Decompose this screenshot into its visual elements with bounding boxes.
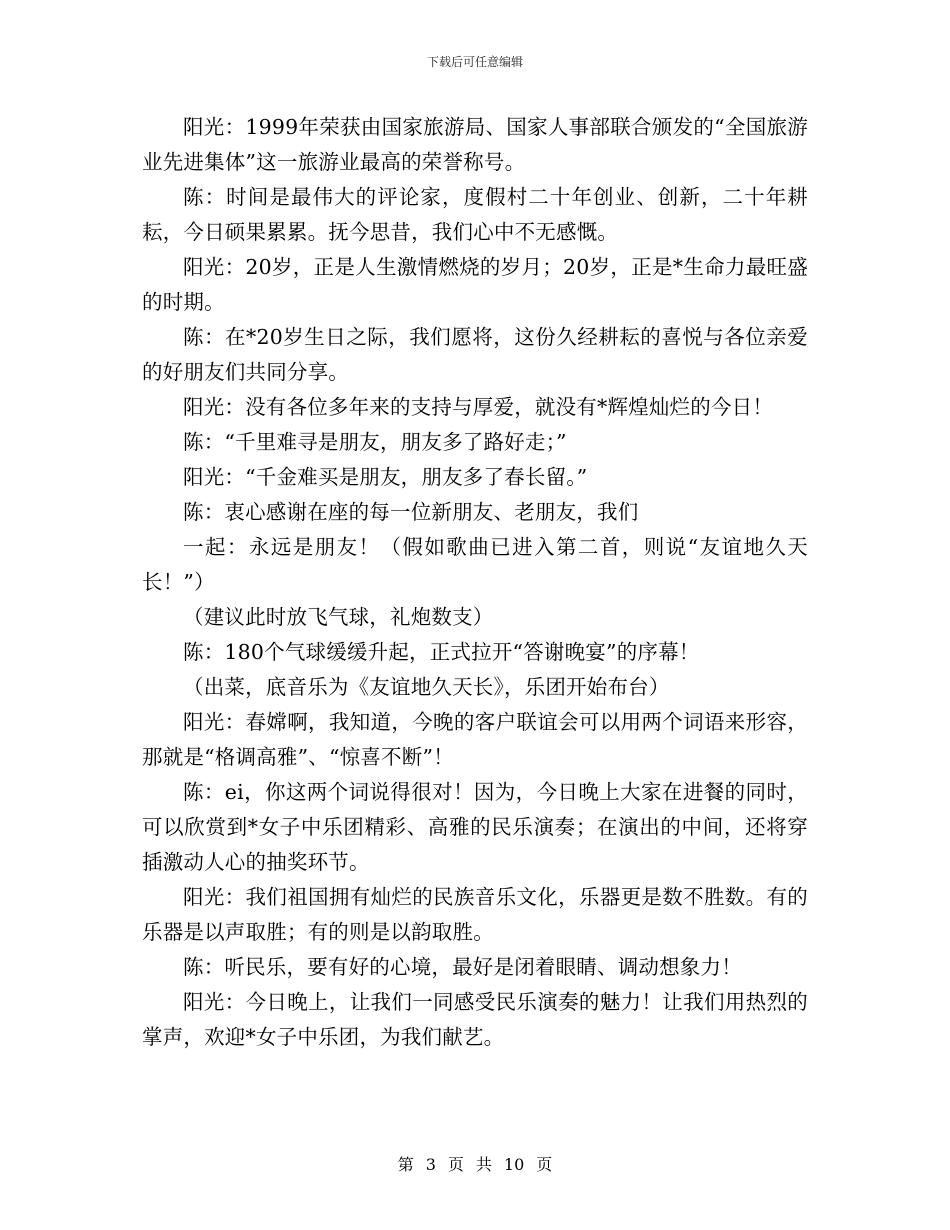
paragraph: 陈：在*20岁生日之际，我们愿将，这份久经耕耘的喜悦与各位亲爱的好朋友们共同分享。: [142, 325, 808, 384]
paragraph: （建议此时放飞气球，礼炮数支）: [183, 605, 494, 629]
paragraph: 一起：永远是朋友！（假如歌曲已进入第二首，则说“友谊地久天长！”）: [142, 535, 808, 594]
paragraph: 陈：衷心感谢在座的每一位新朋友、老朋友，我们: [183, 500, 639, 524]
paragraph: 阳光：20岁，正是人生激情燃烧的岁月；20岁，正是*生命力最旺盛的时期。: [142, 255, 808, 314]
paragraph: 陈：时间是最伟大的评论家，度假村二十年创业、创新，二十年耕耘，今日硕果累累。抚今思昔，我们心中不无感慨。: [142, 185, 808, 244]
paragraph: 陈：ei，你这两个词说得很对！因为，今日晚上大家在进餐的同时，可以欣赏到*女子中乐团精彩、高雅的民乐演奏；在演出的中间，还将穿插激动人心的抽奖环节。: [142, 780, 808, 874]
current-page-number: 3: [425, 1155, 436, 1174]
footer-prefix: 第: [397, 1155, 414, 1174]
paragraph: 阳光：我们祖国拥有灿烂的民族音乐文化，乐器更是数不胜数。有的乐器是以声取胜；有的则是以韵取胜。: [142, 885, 808, 944]
paragraph: 阳光：今日晚上，让我们一同感受民乐演奏的魅力！让我们用热烈的掌声，欢迎*女子中乐团，为我们献艺。: [142, 990, 808, 1049]
footer-total-word: 共: [475, 1155, 492, 1174]
paragraph: 陈：听民乐，要有好的心境，最好是闭着眼睛、调动想象力！: [183, 955, 742, 979]
paragraph: 陈：180个气球缓缓升起，正式拉开“答谢晚宴”的序幕！: [183, 640, 700, 664]
page-footer: [0, 1155, 950, 1175]
footer-suffix: 页: [536, 1155, 553, 1174]
paragraph: 陈：“千里难寻是朋友，朋友多了路好走；”: [183, 430, 567, 454]
paragraph: 阳光：春嫦啊，我知道，今晚的客户联谊会可以用两个词语来形容，那就是“格调高雅”、“惊喜不断”！: [142, 710, 808, 769]
total-page-count: 10: [503, 1155, 525, 1174]
paragraph: 阳光：“千金难买是朋友，朋友多了春长留。”: [183, 465, 588, 489]
document-body: [142, 110, 808, 1055]
paragraph: 阳光：没有各位多年来的支持与厚爱，就没有*辉煌灿烂的今日！: [183, 395, 774, 419]
paragraph: （出菜，底音乐为《友谊地久天长》，乐团开始布台）: [183, 675, 670, 699]
paragraph: 阳光：1999年荣获由国家旅游局、国家人事部联合颁发的“全国旅游业先进集体”这一旅游业最高的荣誉称号。: [142, 115, 808, 174]
page-header: [0, 54, 950, 70]
header-note: 下载后可任意编辑: [426, 55, 523, 69]
footer-page-word: 页: [447, 1155, 464, 1174]
